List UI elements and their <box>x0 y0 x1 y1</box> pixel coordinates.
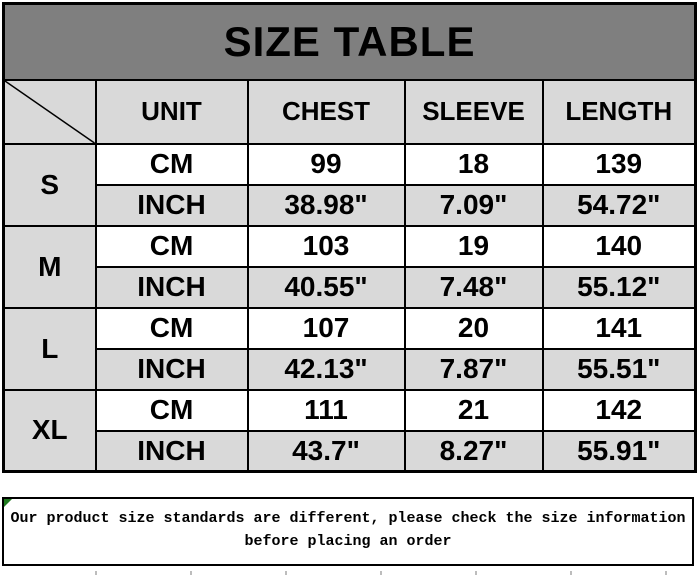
column-header-length: LENGTH <box>543 80 696 144</box>
table-row <box>4 431 696 472</box>
diagonal-header-cell <box>4 80 96 144</box>
value-xl-length-cm: 142 <box>543 390 696 431</box>
value-xl-sleeve-cm: 21 <box>405 390 543 431</box>
unit-label-xl-inch: INCH <box>96 431 248 472</box>
value-l-sleeve-inch: 7.87" <box>405 349 543 390</box>
column-header-sleeve: SLEEVE <box>405 80 543 144</box>
table-row <box>4 390 696 431</box>
table-row <box>4 144 696 185</box>
table-row <box>4 185 696 226</box>
unit-label-m-inch: INCH <box>96 267 248 308</box>
value-xl-chest-inch: 43.7" <box>248 431 405 472</box>
value-m-sleeve-cm: 19 <box>405 226 543 267</box>
value-l-chest-cm: 107 <box>248 308 405 349</box>
value-m-length-cm: 140 <box>543 226 696 267</box>
table-row <box>4 308 696 349</box>
note-line-2: before placing an order <box>244 533 452 550</box>
table-title: SIZE TABLE <box>4 4 696 80</box>
unit-label-s-cm: CM <box>96 144 248 185</box>
value-l-chest-inch: 42.13" <box>248 349 405 390</box>
value-s-length-cm: 139 <box>543 144 696 185</box>
gridline-stub <box>190 571 192 575</box>
value-m-length-inch: 55.12" <box>543 267 696 308</box>
value-l-sleeve-cm: 20 <box>405 308 543 349</box>
value-m-chest-cm: 103 <box>248 226 405 267</box>
table-row <box>4 349 696 390</box>
gridline-stub <box>570 571 572 575</box>
size-label-l: L <box>4 308 96 390</box>
value-s-chest-cm: 99 <box>248 144 405 185</box>
unit-label-xl-cm: CM <box>96 390 248 431</box>
value-s-sleeve-cm: 18 <box>405 144 543 185</box>
diagonal-divider-icon <box>5 81 95 143</box>
value-s-sleeve-inch: 7.09" <box>405 185 543 226</box>
value-l-length-inch: 55.51" <box>543 349 696 390</box>
gridline-stub <box>95 571 97 575</box>
table-row <box>4 226 696 267</box>
value-s-chest-inch: 38.98" <box>248 185 405 226</box>
note-line-1: Our product size standards are different, please check the size information <box>10 510 686 527</box>
unit-label-m-cm: CM <box>96 226 248 267</box>
gridline-stub <box>665 571 667 575</box>
green-corner-marker-icon <box>4 499 12 507</box>
unit-label-s-inch: INCH <box>96 185 248 226</box>
size-table <box>2 2 697 473</box>
value-l-length-cm: 141 <box>543 308 696 349</box>
value-xl-sleeve-inch: 8.27" <box>405 431 543 472</box>
gridline-stub <box>380 571 382 575</box>
note-box <box>2 497 694 566</box>
value-xl-chest-cm: 111 <box>248 390 405 431</box>
size-label-s: S <box>4 144 96 226</box>
gridline-stub <box>285 571 287 575</box>
unit-label-l-cm: CM <box>96 308 248 349</box>
column-header-chest: CHEST <box>248 80 405 144</box>
value-s-length-inch: 54.72" <box>543 185 696 226</box>
gridline-stub <box>475 571 477 575</box>
column-header-unit: UNIT <box>96 80 248 144</box>
table-row <box>4 267 696 308</box>
unit-label-l-inch: INCH <box>96 349 248 390</box>
value-m-sleeve-inch: 7.48" <box>405 267 543 308</box>
size-label-xl: XL <box>4 390 96 472</box>
value-xl-length-inch: 55.91" <box>543 431 696 472</box>
size-label-m: M <box>4 226 96 308</box>
value-m-chest-inch: 40.55" <box>248 267 405 308</box>
